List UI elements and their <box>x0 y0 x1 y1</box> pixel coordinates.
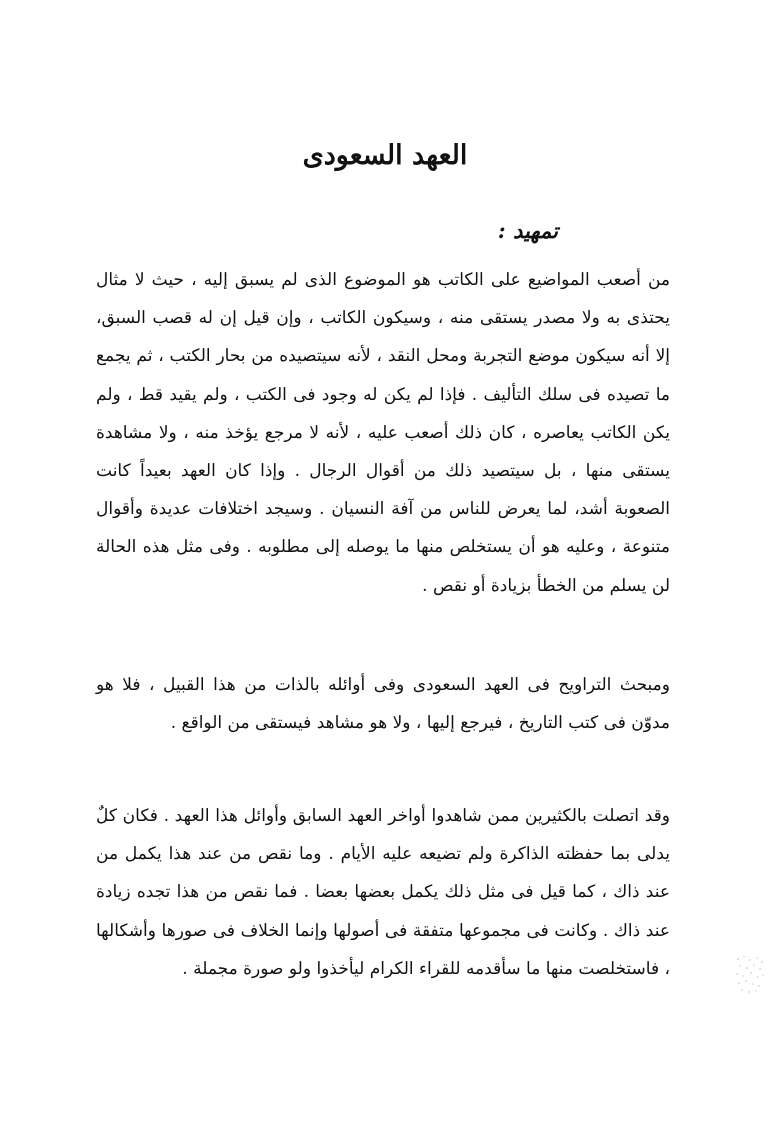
paragraph-3: وقد اتصلت بالكثيرين ممن شاهدوا أواخر العهد السابق وأوائل هذا العهد . فكان كلٌ يدلى بما حفظته الذاكرة ولم تضيعه عليه الأيام . وما نقص من عند هذا يكمل من عند ذاك ، كما قيل فى مثل ذلك يكمل بعضها بعضا . فما نقص من هذا تجده زيادة عند ذاك . وكانت فى مجموعها متفقة فى أصولها وإنما الخلاف فى صورها وأشكالها ، فاستخلصت منها ما سأقدمه للقراء الكرام ليأخذوا ولو صورة مجملة . <box>96 806 670 979</box>
paragraph-2: ومبحث التراويح فى العهد السعودى وفى أوائله بالذات من هذا القبيل ، فلا هو مدوّن فى كتب التاريخ ، فيرجع إليها ، ولا هو مشاهد فيستقى من الواقع . <box>96 675 670 734</box>
paragraph-1: من أصعب المواضيع على الكاتب هو الموضوع الذى لم يسبق إليه ، حيث لا مثال يحتذى به ولا مصدر يستقى منه ، وسيكون الكاتب ، وإن قيل إن له قصب السبق، إلا أنه سيكون موضع التجربة ومحل النقد ، لأنه سيتصيده من بحار الكتب ، ثم يجمع ما تصيده فى سلك التأليف . فإذا لم يكن له وجود فى الكتب ، ولم يقيد قط ، ولم يكن الكاتب يعاصره ، كان ذلك أصعب عليه ، لأنه لا مرجع يؤخذ منه ، ولا مشاهدة يستقى منها ، بل سيتصيد ذلك من أقوال الرجال . وإذا كان العهد بعيداً كانت الصعوبة أشد، لما يعرض للناس من آفة النسيان . وسيجد اختلافات عديدة وأقوال متنوعة ، وعليه هو أن يستخلص منها ما يوصله إلى مطلوبه . وفى مثل هذه الحالة لن يسلم من الخطأ بزيادة أو نقص . <box>96 270 670 596</box>
section-heading: تمهيد : <box>497 218 558 243</box>
chapter-title: العهد السعودى <box>302 140 468 171</box>
scan-speckles <box>735 955 765 995</box>
